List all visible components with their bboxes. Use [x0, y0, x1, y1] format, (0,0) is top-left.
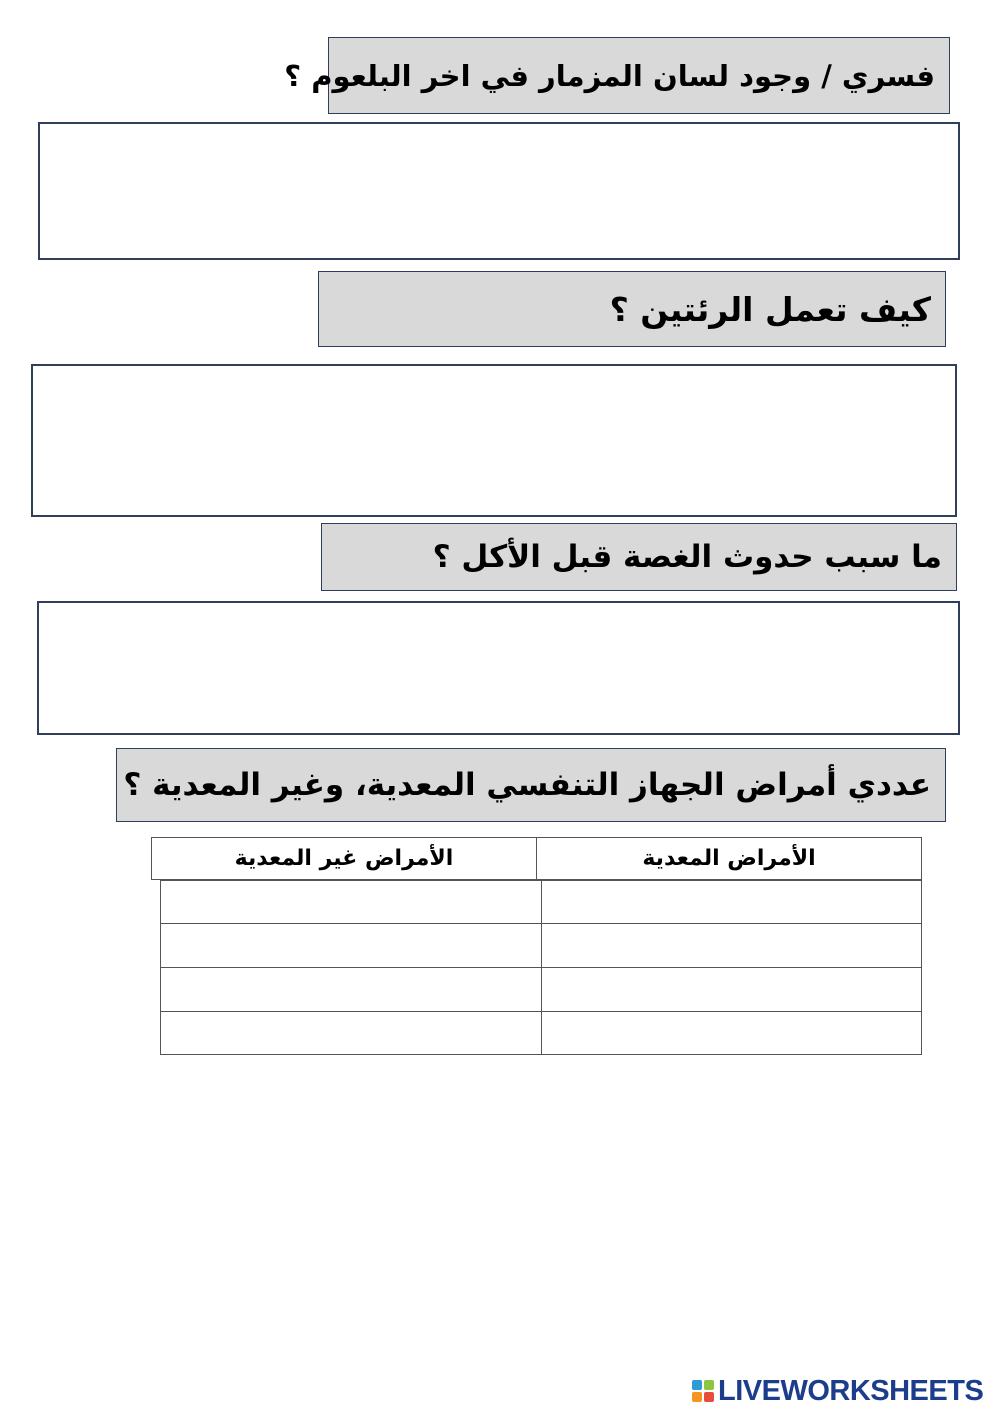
- infectious-input-3[interactable]: [542, 968, 921, 1011]
- logo-text: LIVEWORKSHEETS: [718, 1374, 984, 1407]
- logo-square-2: [704, 1380, 714, 1390]
- question-1-text: فسري / وجود لسان المزمار في اخر البلعوم ؟: [284, 58, 935, 93]
- answer-box-3[interactable]: [37, 601, 960, 735]
- answer-input-2[interactable]: [33, 366, 955, 515]
- non-infectious-input-1[interactable]: [161, 881, 541, 923]
- table-cell-infectious-4[interactable]: [541, 1011, 922, 1055]
- header-infectious: الأمراض المعدية: [536, 837, 922, 880]
- infectious-input-1[interactable]: [542, 881, 921, 923]
- table-cell-non-infectious-2[interactable]: [160, 923, 542, 968]
- table-cell-infectious-2[interactable]: [541, 923, 922, 968]
- header-non-infectious: الأمراض غير المعدية: [151, 837, 537, 880]
- table-cell-non-infectious-1[interactable]: [160, 880, 542, 924]
- infectious-input-2[interactable]: [542, 924, 921, 967]
- liveworksheets-logo: [692, 1374, 983, 1408]
- question-4: [116, 748, 946, 822]
- logo-square-4: [704, 1392, 714, 1402]
- answer-input-1[interactable]: [40, 124, 958, 258]
- liveworksheets-logo-icon: [692, 1380, 714, 1402]
- question-2: [318, 271, 946, 347]
- non-infectious-input-3[interactable]: [161, 968, 541, 1011]
- question-3: [321, 523, 957, 591]
- logo-square-3: [692, 1392, 702, 1402]
- table-cell-infectious-3[interactable]: [541, 967, 922, 1012]
- non-infectious-input-2[interactable]: [161, 924, 541, 967]
- logo-square-1: [692, 1380, 702, 1390]
- infectious-input-4[interactable]: [542, 1012, 921, 1054]
- table-cell-non-infectious-3[interactable]: [160, 967, 542, 1012]
- question-2-text: كيف تعمل الرئتين ؟: [609, 289, 931, 329]
- answer-box-2[interactable]: [31, 364, 957, 517]
- question-1: [284, 37, 950, 114]
- non-infectious-input-4[interactable]: [161, 1012, 541, 1054]
- question-3-text: ما سبب حدوث الغصة قبل الأكل ؟: [432, 539, 942, 575]
- answer-input-3[interactable]: [39, 603, 958, 733]
- table-cell-infectious-1[interactable]: [541, 880, 922, 924]
- table-cell-non-infectious-4[interactable]: [160, 1011, 542, 1055]
- question-4-text: عددي أمراض الجهاز التنفسي المعدية، وغير المعدية ؟: [123, 767, 931, 803]
- answer-box-1[interactable]: [38, 122, 960, 260]
